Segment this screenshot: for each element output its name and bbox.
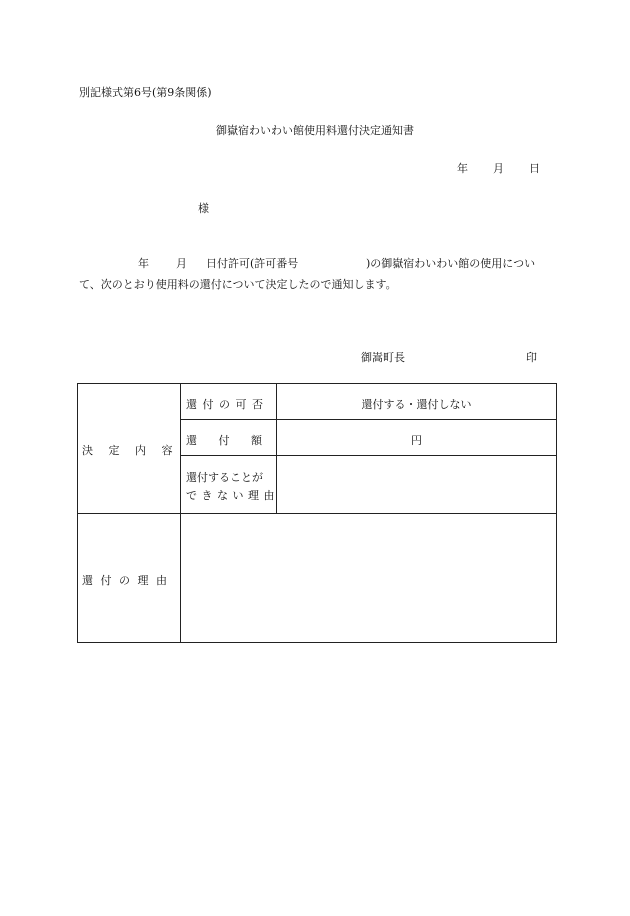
date-day-label: 日 <box>529 162 540 175</box>
table-divider-row2 <box>180 455 557 456</box>
body-month-label: 月 <box>176 257 187 270</box>
no-refund-reason-label-line2: で き な い 理 由 <box>186 489 275 502</box>
decision-content-label: 決 定 内 容 <box>82 444 173 457</box>
body-text-line1-part2: )の御嶽宿わいわい館の使用につい <box>366 257 536 270</box>
table-border-top <box>77 383 557 384</box>
addressee-honorific: 様 <box>198 202 209 215</box>
document-title: 御嶽宿わいわい館使用料還付決定通知書 <box>216 124 414 137</box>
refund-reason-label: 還 付 の 理 由 <box>82 574 167 587</box>
body-year-label: 年 <box>138 257 149 270</box>
refund-amount-label: 還 付 額 <box>186 434 262 447</box>
table-divider-row3 <box>77 513 557 514</box>
refund-possibility-label: 還 付 の 可 否 <box>186 398 263 411</box>
seal-mark: 印 <box>526 351 537 364</box>
refund-amount-unit: 円 <box>411 434 422 447</box>
body-text-line1-part1: 日付許可(許可番号 <box>206 257 299 270</box>
date-year-label: 年 <box>457 162 468 175</box>
no-refund-reason-label-line1: 還付することが <box>186 471 263 484</box>
issuer-name: 御嵩町長 <box>361 351 405 364</box>
form-number: 別記様式第6号(第9条関係) <box>79 86 212 99</box>
body-text-line2: て、次のとおり使用料の還付について決定したので通知します。 <box>79 278 397 291</box>
refund-possibility-value: 還付する・還付しない <box>361 398 472 411</box>
table-border-bottom <box>77 642 557 643</box>
table-divider-row1 <box>180 419 557 420</box>
date-month-label: 月 <box>493 162 504 175</box>
